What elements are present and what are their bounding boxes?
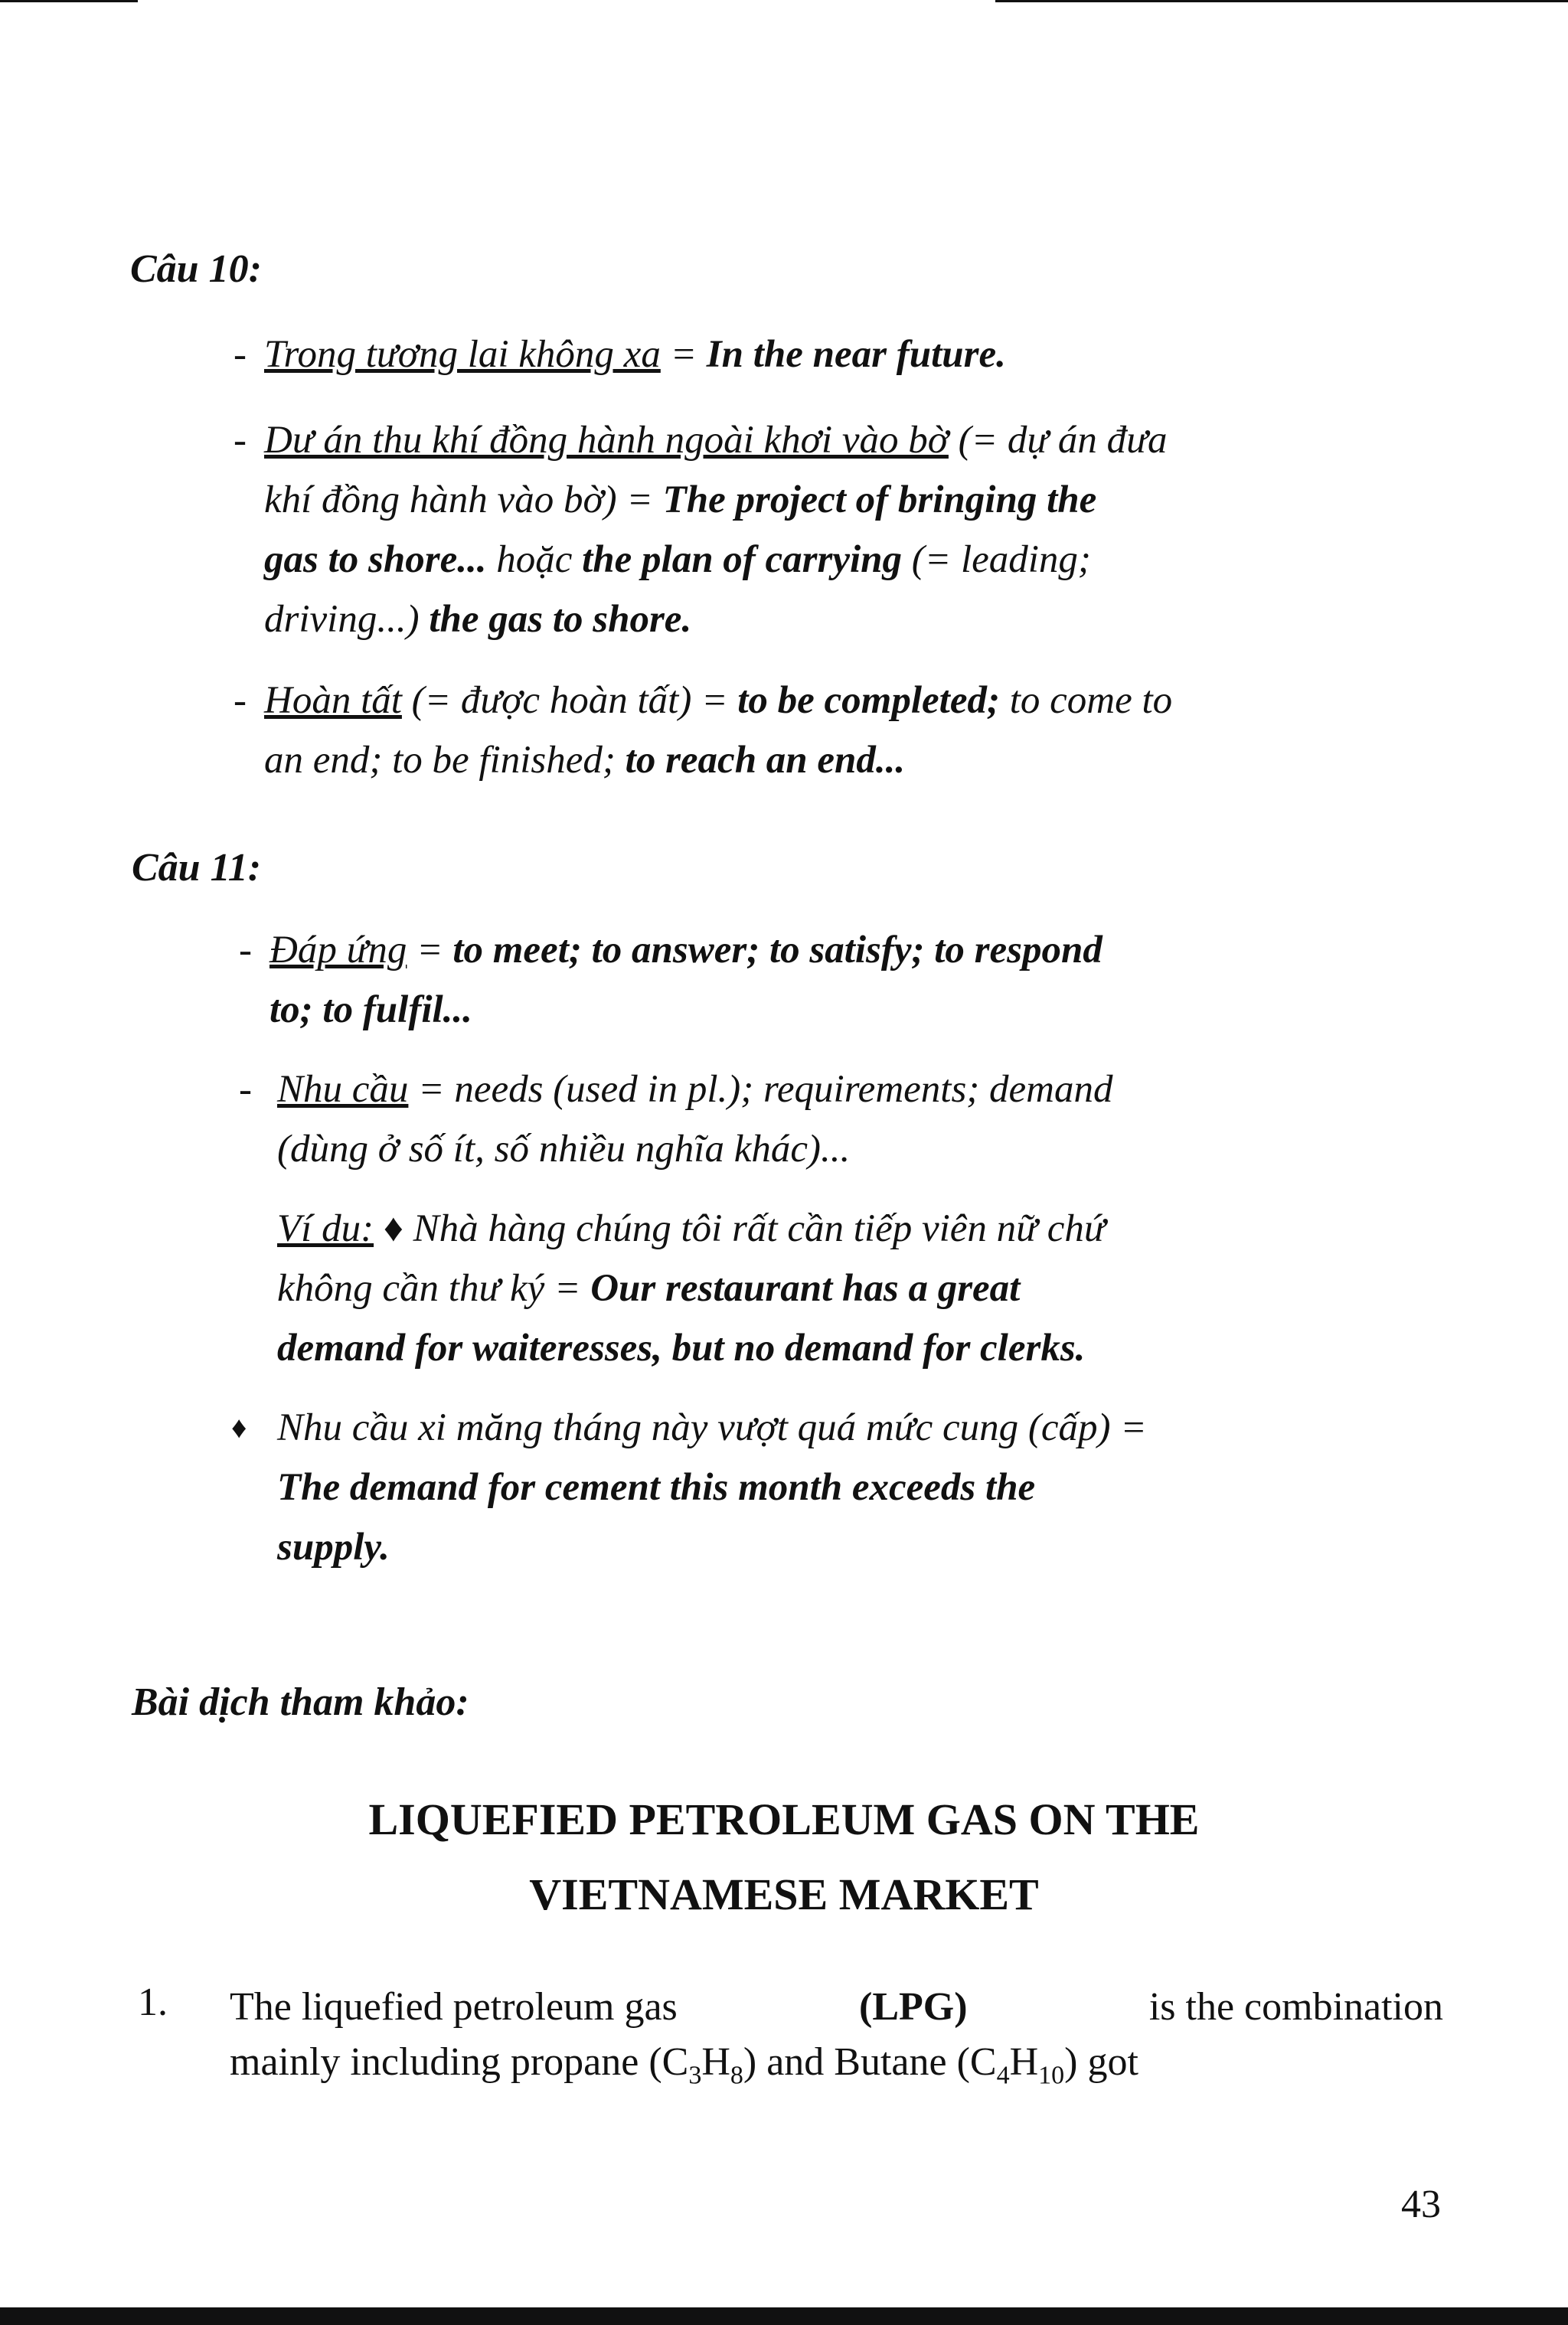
equals-sign: = [407,929,453,971]
bottom-rule [0,2307,1568,2325]
q10-item-1-term: Trong tương lai không xa [264,333,661,376]
q10-item-2-term: Dư án thu khí đồng hành ngoài khơi vào bờ [264,419,949,462]
q11-item-2-line-2: (dùng ở số ít, số nhiều nghĩa khác)... [277,1128,851,1171]
q11-example-text: không cần thư ký = [277,1267,591,1310]
paragraph-1-line-1 [230,1980,1443,2035]
q10-item-3-english: to reach an end... [625,739,906,782]
paragraph-text: is the combination [1148,1985,1443,2029]
q11-example [277,1199,1441,1378]
q11-item-3-line-1: Nhu cầu xi măng tháng này vượt quá mức cung (cấp) = [277,1406,1147,1449]
q10-item-2-english: the gas to shore. [429,598,692,641]
dash-marker: - [239,929,252,971]
diamond-bullet-icon: ♦ [383,1207,403,1250]
q11-item-2-line-1 [277,1060,1441,1119]
q11-item-3-line-2: The demand for cement this month exceeds the [277,1466,1036,1509]
q11-item-3-line-3: supply. [277,1526,390,1569]
q10-item-1 [234,325,1006,384]
q11-item-1-line-2: to; to fulfil... [270,988,472,1031]
q10-item-3-english: to be completed; [737,679,1000,722]
q10-item-3-text: an end; to be finished; [264,739,626,782]
q10-item-1-english: In the near future. [706,333,1006,376]
dash-marker: - [234,679,247,722]
reference-translation-heading: Bài dịch tham khảo: [132,1680,469,1724]
q10-item-2-text: hoặc [486,538,583,581]
q11-item-1 [239,920,1441,1040]
q11-item-2-text: = needs (used in pl.); requirements; demand [408,1068,1113,1111]
question-10-heading: Câu 10: [130,247,262,291]
q11-example-line-3: demand for waiteresses, but no demand for clerks. [277,1327,1086,1370]
q10-item-2-english: The project of bringing the [662,478,1097,521]
article-title [0,1782,1568,1932]
q10-item-2-text: driving...) [264,598,430,641]
q10-item-3 [234,671,1439,790]
q10-item-2-line-4 [264,589,1439,649]
q11-example-line-1 [277,1199,1441,1259]
dash-marker: - [234,333,247,376]
q11-example-line-2 [277,1259,1441,1318]
equals-sign: = [660,333,707,376]
q10-item-2-english: gas to shore... [264,538,487,581]
example-label: Ví du: [277,1207,374,1250]
top-rule-right [995,0,1568,2]
q10-item-3-term: Hoàn tất [264,679,402,722]
q10-item-3-text: (= được hoàn tất) = [401,679,738,722]
page-number: 43 [1401,2183,1441,2226]
paragraph-abbrev: (LPG) [859,1985,968,2029]
q10-item-2 [234,410,1439,649]
q10-item-2-text: (= leading; [902,538,1091,581]
q11-item-3 [231,1398,1441,1577]
paragraph-number: 1. [138,1980,168,2024]
q11-item-1-term: Đáp ứng [270,929,407,971]
q10-item-3-text: to come to [999,679,1173,722]
article-title-line-2: VIETNAMESE MARKET [529,1869,1039,1919]
paragraph-text: mainly including propane $(C_3H_8)$ and Butane $(C_4H_{10})$ got [230,2040,1138,2090]
q10-item-2-english: the plan of carrying [582,538,903,581]
q10-item-2-text: khí đồng hành vào bờ) = [264,478,663,521]
top-rule-left [0,0,138,2]
q11-example-text: Nhà hàng chúng tôi rất cần tiếp viên nữ chứ [403,1207,1106,1250]
dash-marker: - [239,1068,252,1111]
dash-marker: - [234,419,247,462]
article-title-line-1: LIQUEFIED PETROLEUM GAS ON THE [368,1794,1200,1844]
q11-item-2 [239,1060,1441,1179]
q11-item-1-line-1 [270,920,1441,980]
paragraph-1 [230,1980,1443,2103]
q10-item-2-line-3 [264,530,1439,589]
q10-item-3-line-1 [264,671,1439,730]
q11-item-1-english: to meet; to answer; to satisfy; to respond [452,929,1102,971]
paragraph-1-line-2 [230,2035,1443,2103]
q10-item-2-line-2 [264,470,1439,530]
q10-item-2-line-1 [264,410,1439,470]
paragraph-text: The liquefied petroleum gas [230,1985,678,2029]
q11-item-2-term: Nhu cầu [277,1068,409,1111]
q10-item-3-line-2 [264,730,1439,790]
question-11-heading: Câu 11: [132,846,262,890]
q10-item-2-paren: (= dự án đưa [948,419,1168,462]
q11-example-english: Our restaurant has a great [590,1267,1021,1310]
diamond-bullet-icon: ♦ [231,1410,247,1445]
